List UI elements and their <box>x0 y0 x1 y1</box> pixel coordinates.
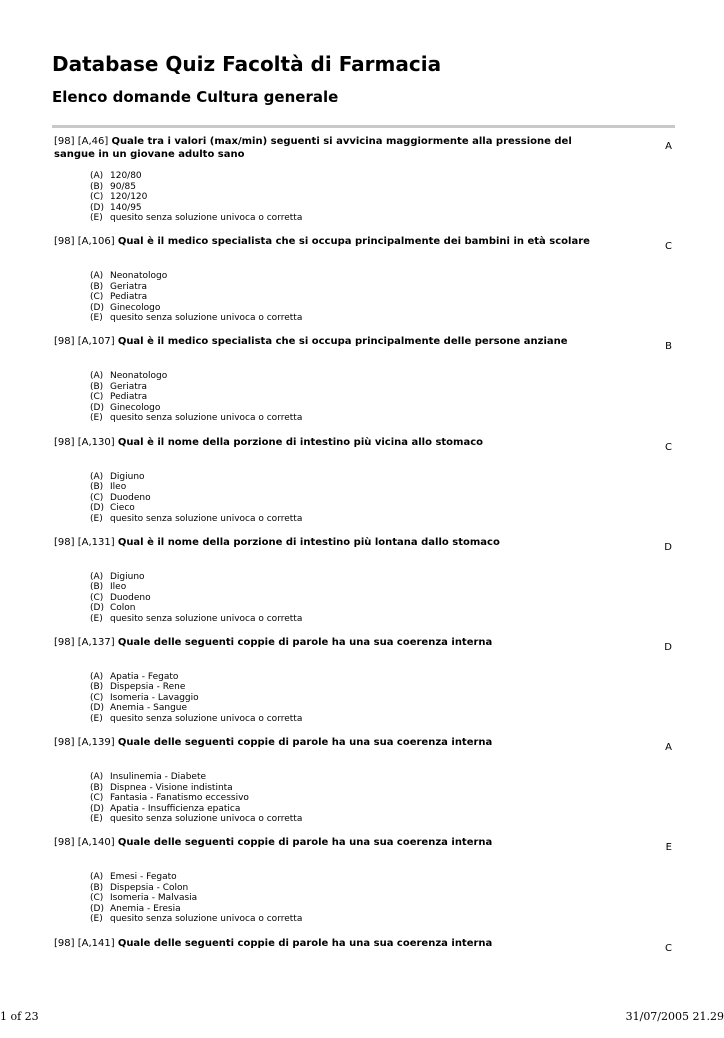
option-text: quesito senza soluzione univoca o corretta <box>110 613 303 624</box>
question-reference: [98] [A,106] <box>54 236 115 248</box>
option-letter: (D) <box>90 302 104 313</box>
question-heading <box>54 136 606 161</box>
option-item <box>90 703 302 714</box>
option-letter: (E) <box>90 213 103 223</box>
option-text: Anemia - Sangue <box>110 703 188 714</box>
option-letter: (B) <box>90 882 104 893</box>
option-letter: (A) <box>90 171 104 181</box>
option-list <box>90 472 302 525</box>
question-item <box>54 637 675 737</box>
option-text: Ileo <box>110 482 127 493</box>
correct-answer: D <box>664 641 672 653</box>
option-letter: (C) <box>90 292 104 303</box>
option-text: 90/85 <box>110 181 136 192</box>
option-text: Neonatologo <box>110 371 168 382</box>
option-letter: (B) <box>90 782 104 793</box>
question-reference: [98] [A,139] <box>54 737 115 749</box>
question-item <box>54 938 675 1038</box>
page-subtitle: Elenco domande Cultura generale <box>52 88 339 106</box>
question-item <box>54 437 675 537</box>
question-reference: [98] [A,140] <box>54 837 115 849</box>
question-heading <box>54 837 606 850</box>
question-list <box>54 136 675 1038</box>
question-heading <box>54 437 606 450</box>
question-item <box>54 737 675 837</box>
option-text: Insulinemia - Diabete <box>110 772 207 783</box>
option-text: Pediatra <box>110 392 148 403</box>
option-list <box>90 171 302 224</box>
option-letter: (B) <box>90 281 104 292</box>
option-letter: (C) <box>90 692 104 703</box>
option-letter: (B) <box>90 381 104 392</box>
option-item <box>90 672 302 683</box>
option-item <box>90 593 302 604</box>
question-item <box>54 336 675 436</box>
print-timestamp: 31/07/2005 21.29 <box>625 1010 724 1023</box>
option-text: Emesi - Fegato <box>110 872 177 883</box>
option-letter: (A) <box>90 371 104 382</box>
option-text: 120/80 <box>110 171 142 181</box>
option-letter: (C) <box>90 793 104 804</box>
option-letter: (A) <box>90 872 104 883</box>
option-letter: (A) <box>90 571 104 582</box>
option-item <box>90 914 302 925</box>
question-item <box>54 537 675 637</box>
option-letter: (C) <box>90 192 104 202</box>
question-heading <box>54 236 606 249</box>
option-letter: (B) <box>90 181 104 192</box>
question-heading <box>54 537 606 550</box>
question-heading <box>54 938 606 951</box>
option-list <box>90 672 302 725</box>
option-text: quesito senza soluzione univoca o corretta <box>110 914 303 925</box>
option-item <box>90 582 302 593</box>
option-letter: (D) <box>90 402 104 413</box>
option-item <box>90 382 302 393</box>
option-item <box>90 371 302 382</box>
option-letter: (E) <box>90 413 103 424</box>
correct-answer: C <box>665 241 672 253</box>
question-heading <box>54 637 606 650</box>
option-item <box>90 603 302 614</box>
page-counter: 1 of 23 <box>0 1010 39 1023</box>
option-item <box>90 171 302 182</box>
correct-answer: B <box>665 341 672 353</box>
correct-answer: D <box>664 541 672 553</box>
option-item <box>90 403 302 414</box>
option-letter: (E) <box>90 814 103 825</box>
option-item <box>90 614 302 625</box>
option-item <box>90 313 302 324</box>
question-reference: [98] [A,131] <box>54 536 115 548</box>
option-item <box>90 714 302 725</box>
question-item <box>54 236 675 336</box>
option-item <box>90 804 302 815</box>
option-letter: (C) <box>90 392 104 403</box>
correct-answer: C <box>665 441 672 453</box>
option-item <box>90 503 302 514</box>
option-text: quesito senza soluzione univoca o corretta <box>110 513 303 524</box>
question-text: Quale delle seguenti coppie di parole ha una sua coerenza interna <box>117 937 493 949</box>
option-text: Neonatologo <box>110 271 168 282</box>
question-text: Qual è il medico specialista che si occupa principalmente dei bambini in età scolare <box>117 236 590 248</box>
question-text: Quale delle seguenti coppie di parole ha una sua coerenza interna <box>117 737 493 749</box>
option-text: Cieco <box>110 503 135 514</box>
question-reference: [98] [A,130] <box>54 436 115 448</box>
option-text: quesito senza soluzione univoca o corretta <box>110 313 303 324</box>
question-reference: [98] [A,137] <box>54 636 115 648</box>
option-text: Isomeria - Lavaggio <box>110 692 199 703</box>
option-item <box>90 883 302 894</box>
question-text: Qual è il nome della porzione di intestino più lontana dallo stomaco <box>117 536 500 548</box>
option-text: Dispnea - Visione indistinta <box>110 782 233 793</box>
option-list <box>90 371 302 424</box>
option-text: Isomeria - Malvasia <box>110 893 198 904</box>
option-text: Ileo <box>110 582 127 593</box>
header-divider <box>52 125 675 128</box>
question-text: Quale delle seguenti coppie di parole ha una sua coerenza interna <box>117 636 493 648</box>
option-text: 140/95 <box>110 202 142 213</box>
option-text: Apatia - Fegato <box>110 671 179 682</box>
option-letter: (D) <box>90 503 104 514</box>
option-letter: (D) <box>90 603 104 614</box>
option-letter: (C) <box>90 592 104 603</box>
option-text: 120/120 <box>110 192 148 202</box>
option-item <box>90 572 302 583</box>
page-title: Database Quiz Facoltà di Farmacia <box>52 52 442 76</box>
correct-answer: C <box>665 942 672 954</box>
option-item <box>90 271 302 282</box>
question-reference: [98] [A,141] <box>54 937 115 949</box>
question-text: Quale delle seguenti coppie di parole ha una sua coerenza interna <box>117 837 493 849</box>
option-item <box>90 482 302 493</box>
option-item <box>90 203 302 214</box>
option-item <box>90 893 302 904</box>
option-item <box>90 493 302 504</box>
option-letter: (E) <box>90 613 103 624</box>
question-item <box>54 136 675 236</box>
question-text: Qual è il nome della porzione di intestino più vicina allo stomaco <box>117 436 484 448</box>
option-text: Digiuno <box>110 471 145 482</box>
option-item <box>90 682 302 693</box>
correct-answer: E <box>665 842 672 854</box>
option-text: Dispepsia - Rene <box>110 682 186 693</box>
option-letter: (C) <box>90 893 104 904</box>
question-text: Quale tra i valori (max/min) seguenti si avvicina maggiormente alla pressione del sangue in un giovane adulto sano <box>54 136 572 160</box>
option-text: Geriatra <box>110 381 147 392</box>
option-list <box>90 872 302 925</box>
option-item <box>90 182 302 193</box>
option-letter: (A) <box>90 671 104 682</box>
option-text: Fantasia - Fanatismo eccessivo <box>110 793 249 804</box>
option-item <box>90 392 302 403</box>
option-letter: (A) <box>90 271 104 282</box>
option-letter: (B) <box>90 582 104 593</box>
option-list <box>90 271 302 324</box>
option-item <box>90 192 302 203</box>
option-item <box>90 514 302 525</box>
option-letter: (D) <box>90 903 104 914</box>
option-letter: (E) <box>90 313 103 324</box>
option-text: Duodeno <box>110 492 151 503</box>
option-letter: (A) <box>90 471 104 482</box>
option-item <box>90 772 302 783</box>
question-item <box>54 837 675 937</box>
option-item <box>90 904 302 915</box>
option-letter: (C) <box>90 492 104 503</box>
option-letter: (A) <box>90 772 104 783</box>
correct-answer: A <box>665 742 672 754</box>
option-letter: (B) <box>90 682 104 693</box>
option-list <box>90 572 302 625</box>
option-letter: (B) <box>90 482 104 493</box>
option-item <box>90 282 302 293</box>
option-letter: (E) <box>90 914 103 925</box>
option-item <box>90 793 302 804</box>
option-text: Duodeno <box>110 592 151 603</box>
option-list <box>90 772 302 825</box>
option-text: Digiuno <box>110 571 145 582</box>
option-text: quesito senza soluzione univoca o corretta <box>110 713 303 724</box>
option-item <box>90 472 302 483</box>
question-reference: [98] [A,107] <box>54 336 115 348</box>
option-letter: (E) <box>90 713 103 724</box>
question-reference: [98] [A,46] <box>54 136 109 147</box>
option-text: Colon <box>110 603 136 614</box>
option-item <box>90 872 302 883</box>
option-text: Ginecologo <box>110 402 161 413</box>
question-heading <box>54 737 606 750</box>
option-letter: (D) <box>90 703 104 714</box>
option-text: quesito senza soluzione univoca o corretta <box>110 413 303 424</box>
question-heading <box>54 336 606 349</box>
option-letter: (E) <box>90 513 103 524</box>
option-text: Pediatra <box>110 292 148 303</box>
option-item <box>90 783 302 794</box>
question-text: Qual è il medico specialista che si occupa principalmente delle persone anziane <box>117 336 568 348</box>
option-text: Geriatra <box>110 281 147 292</box>
option-text: Anemia - Eresia <box>110 903 181 914</box>
option-text: quesito senza soluzione univoca o corretta <box>110 814 303 825</box>
option-item <box>90 693 302 704</box>
option-text: Ginecologo <box>110 302 161 313</box>
option-text: Apatia - Insufficienza epatica <box>110 803 241 814</box>
option-item <box>90 292 302 303</box>
correct-answer: A <box>665 141 672 152</box>
option-text: quesito senza soluzione univoca o corretta <box>110 213 303 223</box>
option-item <box>90 213 302 224</box>
option-letter: (D) <box>90 202 104 213</box>
option-item <box>90 303 302 314</box>
option-item <box>90 814 302 825</box>
option-text: Dispepsia - Colon <box>110 882 189 893</box>
option-letter: (D) <box>90 803 104 814</box>
option-item <box>90 413 302 424</box>
